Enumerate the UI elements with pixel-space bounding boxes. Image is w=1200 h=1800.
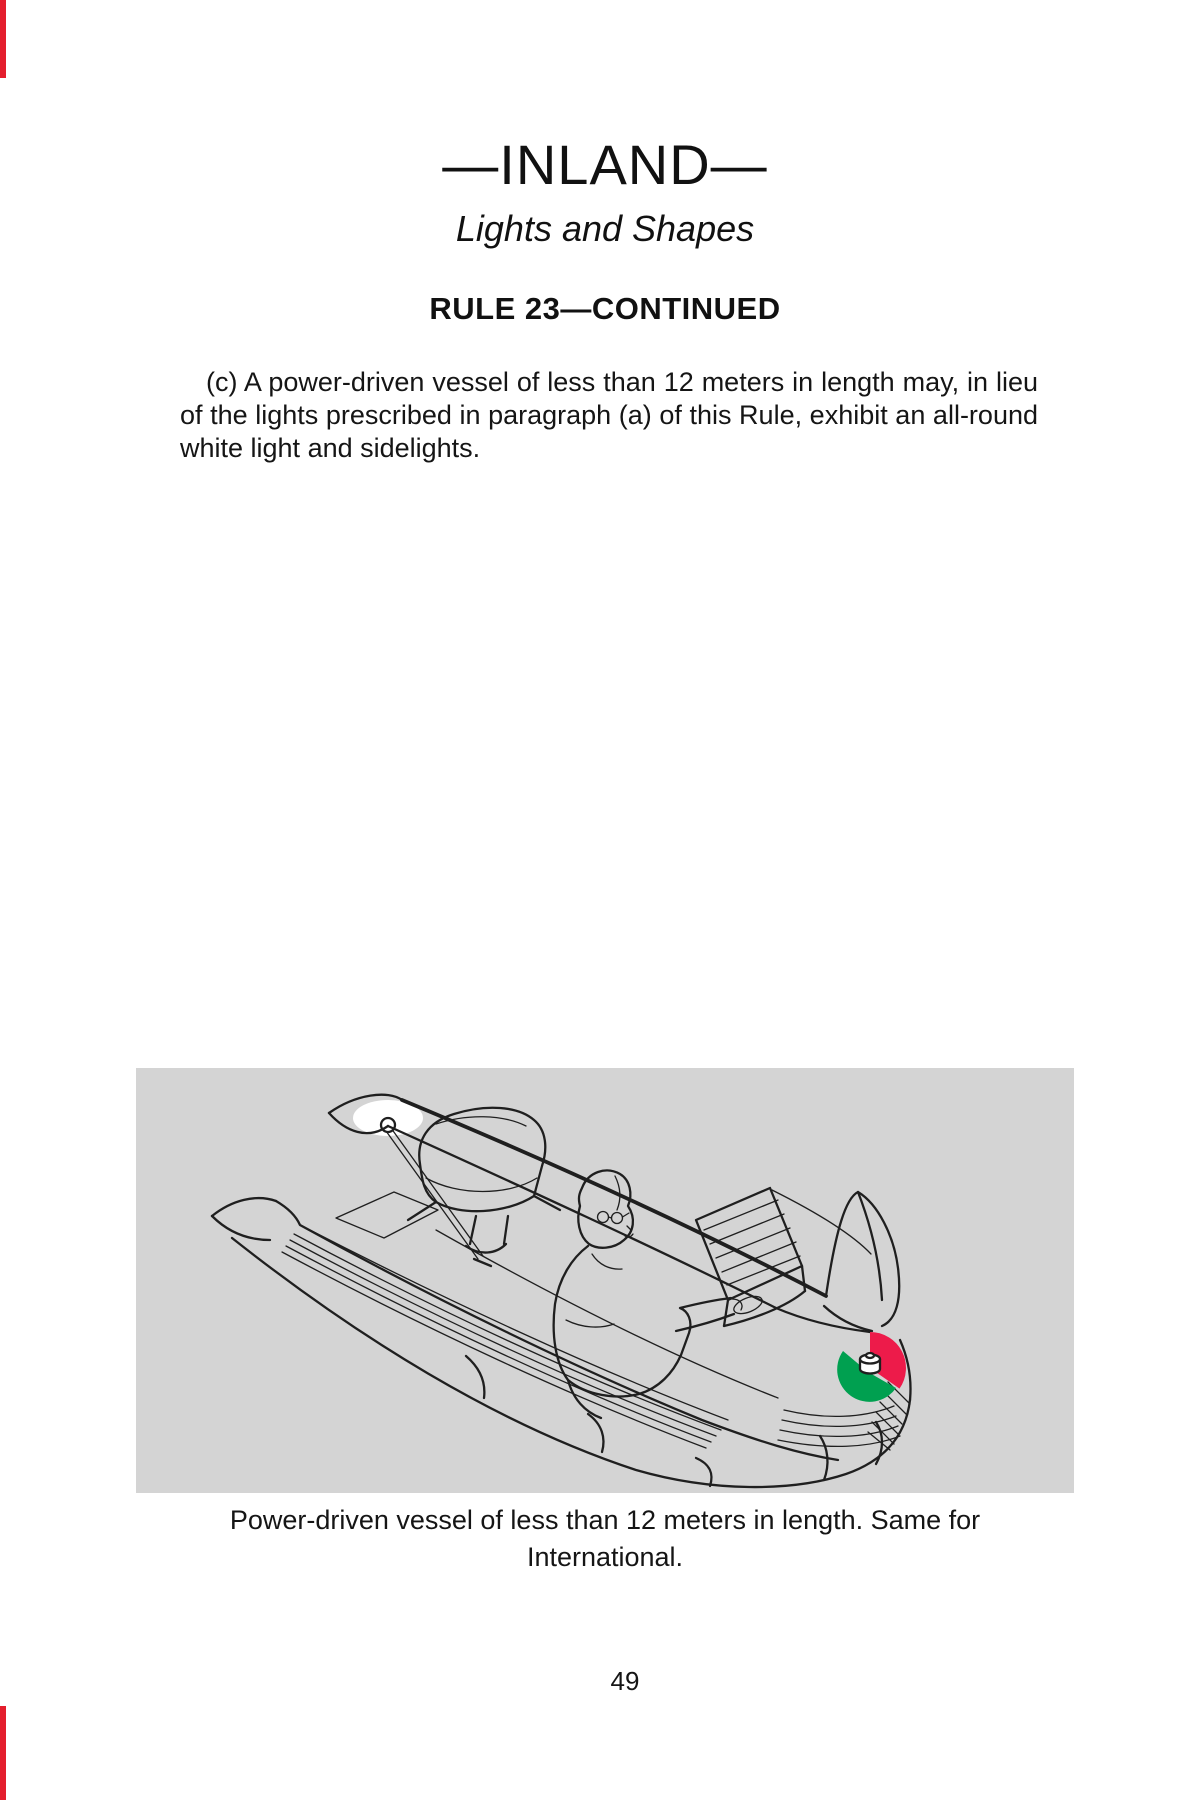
- operator-figure: [554, 1170, 765, 1418]
- figure-panel: [136, 1068, 1074, 1493]
- page-subtitle: Lights and Shapes: [455, 208, 755, 249]
- red-page-edge-mark-top: [0, 0, 6, 78]
- page-content: [136, 0, 1074, 1800]
- page-number: 49: [610, 1666, 640, 1696]
- boat-illustration: [136, 1068, 1074, 1493]
- glasses-icon: [598, 1212, 609, 1223]
- rule-heading: RULE 23—CONTINUED: [429, 291, 781, 326]
- page-title: —INLAND—: [442, 133, 768, 196]
- rule-paragraph: (c) A power-driven vessel of less than 12 meters in length may, in lieu of the lights prescribed in paragraph (a) of this Rule, exhibit an all-round white light and sidelights.: [180, 367, 1038, 463]
- figure-caption: [136, 1502, 1074, 1576]
- red-page-edge-mark-bottom: [0, 1706, 6, 1800]
- caption-line-2: International.: [526, 1542, 684, 1572]
- outboard-motor: [408, 1108, 560, 1253]
- caption-line-1: Power-driven vessel of less than 12 meters in length. Same for: [229, 1505, 981, 1535]
- sidelights: [837, 1332, 906, 1402]
